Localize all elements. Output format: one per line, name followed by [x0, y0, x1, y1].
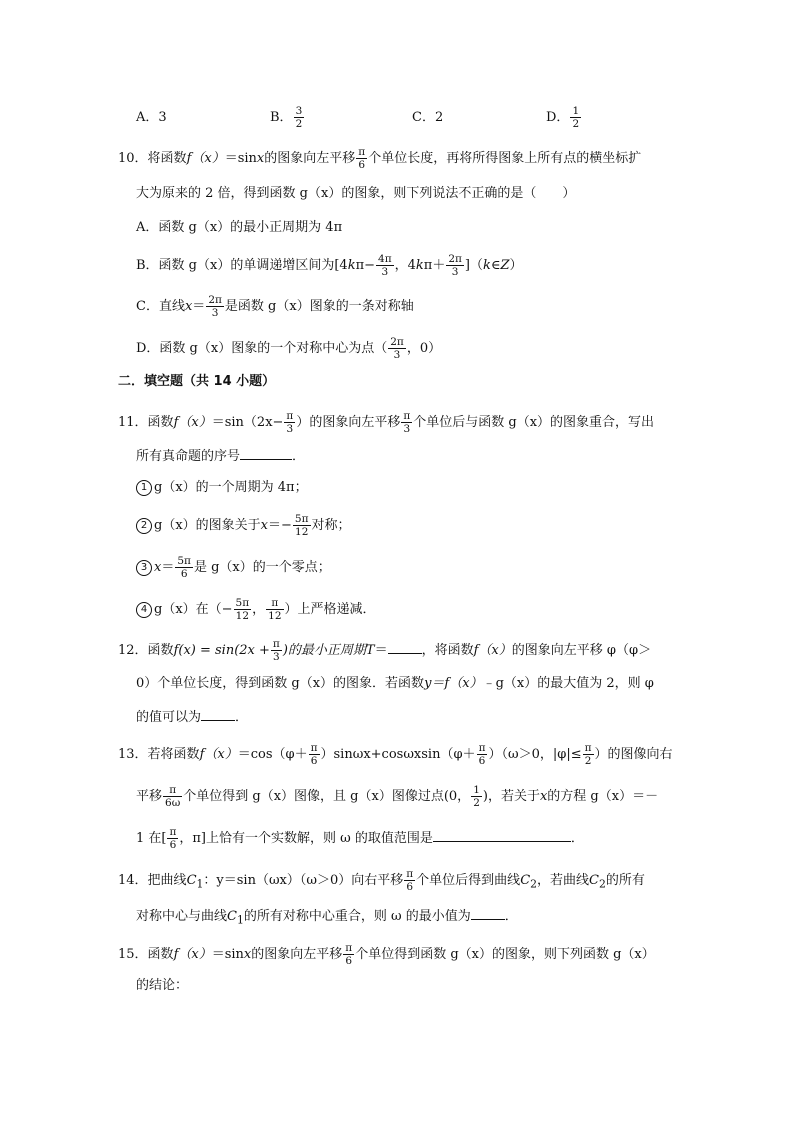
fraction: $\frac{\pi}{6}$: [406, 868, 414, 893]
q15-line-2: 的结论：: [136, 978, 189, 993]
answer-blank[interactable]: [388, 639, 422, 654]
circled-number: 1: [136, 480, 152, 496]
circled-number: 3: [136, 560, 152, 576]
fraction: $\frac{\pi}{3}$: [286, 410, 294, 435]
fraction: $\frac{4\pi}{3}$: [378, 253, 392, 278]
circled-number: 4: [136, 602, 152, 618]
q14-line-1: 14．把曲线$C_1$：y＝sin（ωx）（ω＞0）向右平移 $\frac{\pi}{6}$ 个单位后得到曲线$C_2$，若曲线$C_2$的所有: [118, 868, 645, 893]
q10-option-c: C．直线x＝ $\frac{2\pi}{3}$ 是函数 g（x）图象的一条对称轴: [136, 294, 414, 319]
circled-number: 2: [136, 518, 152, 534]
q12-line-1: 12．函数f(x) = sin(2x + $\frac{\pi}{3}$ )的最小正周期T＝ ，将函数f（x）的图象向左平移 φ（φ＞: [118, 638, 652, 663]
q15-line-1: 15．函数f（x）＝sinx的图象向左平移 $\frac{\pi}{6}$ 个单位得到函数 g（x）的图象，则下列函数 g（x）: [118, 942, 655, 967]
answer-blank[interactable]: [433, 827, 571, 842]
q11-statement-3: 3 x＝ $\frac{5\pi}{6}$ 是 g（x）的一个零点；: [136, 555, 331, 580]
fraction: $\frac{\pi}{2}$: [584, 742, 592, 767]
q13-line-3: 1 在[ $\frac{\pi}{6}$ ，π]上恰有一个实数解，则 ω 的取值范围是 ．: [136, 826, 584, 851]
q11-statement-1: 1 g（x）的一个周期为 4π；: [136, 478, 308, 498]
fraction: $\frac{1}{2}$: [572, 105, 580, 130]
fraction: $\frac{\pi}{6}$: [358, 146, 366, 171]
q10-option-d: D．函数 g（x）图象的一个对称中心为点（ $\frac{2\pi}{3}$ ，0）: [136, 336, 442, 361]
fraction: $\frac{2\pi}{3}$: [448, 253, 462, 278]
fraction: $\frac{\pi}{6}$: [345, 942, 353, 967]
q10-option-a: A．函数 g（x）的最小正周期为 4π: [136, 220, 343, 235]
q10-line-2: 大为原来的 2 倍，得到函数 g（x）的图象，则下列说法不正确的是（ ）: [136, 186, 576, 201]
fraction: $\frac{2\pi}{3}$: [390, 336, 404, 361]
fraction: $\frac{1}{2}$: [473, 784, 480, 809]
section-heading: 二．填空题（共 14 小题）: [118, 374, 276, 389]
q13-line-1: 13．若将函数f（x）＝cos（φ＋ $\frac{\pi}{6}$ ）sinωx+cosωxsin（φ＋ $\frac{\pi}{6}$ ）（ω＞0，|φ|≤ $\frac{\pi}{2}$ ）的图像向右: [118, 742, 673, 767]
fraction: $\frac{\pi}{3}$: [272, 638, 280, 663]
fraction: $\frac{\pi}{6}$: [310, 742, 318, 767]
q11-line-2: 所有真命题的序号 ．: [136, 445, 305, 467]
q11-statement-4: 4 g（x）在（− $\frac{5\pi}{12}$ ， $\frac{\pi}{12}$ ）上严格递减．: [136, 597, 376, 622]
q14-line-2: 对称中心与曲线$C_1$的所有对称中心重合，则 ω 的最小值为 ．: [136, 905, 518, 931]
q9-option-a: A．3: [136, 110, 167, 125]
answer-blank[interactable]: [201, 706, 235, 721]
fraction: $\frac{2\pi}{3}$: [208, 294, 222, 319]
q9-option-d: D． $\frac{1}{2}$: [546, 105, 580, 130]
fraction: $\frac{\pi}{6}$: [478, 742, 486, 767]
q9-option-b: B． $\frac{3}{2}$: [270, 105, 303, 130]
q13-line-2: 平移 $\frac{\pi}{6\omega}$ 个单位得到 g（x）图像，且 g（x）图像过点(0， $\frac{1}{2}$ )，若关于x的方程 g（x）＝－: [136, 784, 659, 809]
fraction: $\frac{5\pi}{6}$: [177, 555, 191, 580]
q9-options: [136, 100, 696, 136]
q11-statement-2: 2 g（x）的图象关于x＝− $\frac{5\pi}{12}$ 对称；: [136, 513, 351, 538]
q10-option-b: B．函数 g（x）的单调递增区间为[4kπ− $\frac{4\pi}{3}$ ，4kπ＋ $\frac{2\pi}{3}$ ]（k∈Z）: [136, 253, 523, 278]
fraction: $\frac{\pi}{6}$: [169, 826, 177, 851]
q10-line-1: 10．将函数f（x）＝sinx的图象向左平移 $\frac{\pi}{6}$ 个单位长度，再将所得图象上所有点的横坐标扩: [118, 146, 642, 171]
answer-blank[interactable]: [240, 445, 292, 460]
q11-line-1: 11．函数f（x）＝sin（2x− $\frac{\pi}{3}$ ）的图象向左平移 $\frac{\pi}{3}$ 个单位后与函数 g（x）的图象重合，写出: [118, 410, 655, 435]
fraction: $\frac{3}{2}$: [295, 105, 303, 130]
q12-line-3: 的值可以为 ．: [136, 706, 248, 728]
fraction: $\frac{5\pi}{12}$: [294, 513, 309, 538]
q9-option-c: C．2: [412, 110, 444, 125]
fraction: $\frac{\pi}{6\omega}$: [165, 784, 181, 809]
q12-line-2: 0）个单位长度，得到函数 g（x）的图象．若函数y＝f（x）﹣g（x）的最大值为 2，则 φ: [136, 676, 654, 691]
fraction: $\frac{\pi}{12}$: [268, 597, 282, 622]
answer-blank[interactable]: [471, 905, 505, 920]
fraction: $\frac{\pi}{3}$: [403, 410, 411, 435]
fraction: $\frac{5\pi}{12}$: [235, 597, 250, 622]
